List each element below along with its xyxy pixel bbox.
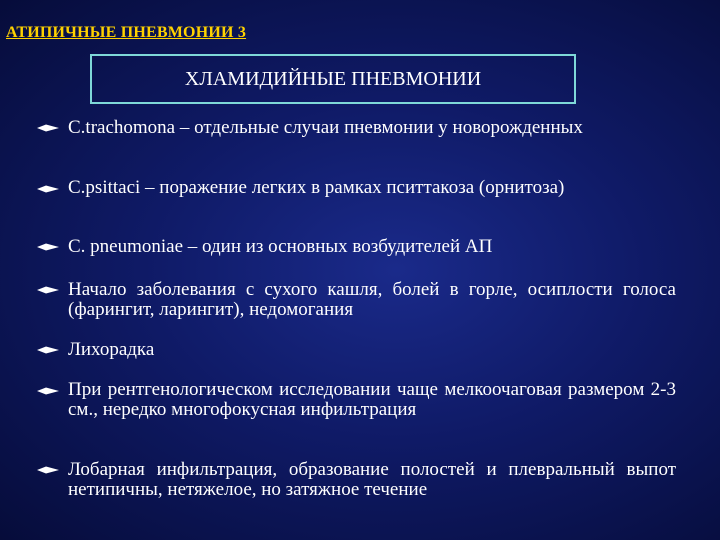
bullet-marker-icon [37,387,59,395]
bullet-text: Начало заболевания с сухого кашля, болей в горле, осиплости голоса (фарингит, ларингит), недомогания [68,279,676,320]
bullet-marker-icon [37,243,59,251]
bullet-marker-icon [37,466,59,474]
bullet-marker-icon [37,346,59,354]
bullet-text: C. pneumoniae – один из основных возбудителей АП [68,236,493,257]
title-box-text: ХЛАМИДИЙНЫЕ ПНЕВМОНИИ [184,67,482,90]
bullet-marker-icon [37,185,59,193]
bullet-text: Лобарная инфильтрация, образование полостей и плевральный выпот нетипичны, нетяжелое, но затяжное течение [68,459,676,500]
bullet-text: Лихорадка [68,339,155,360]
slide-header: АТИПИЧНЫЕ ПНЕВМОНИИ 3 [6,24,247,41]
bullet-text: При рентгенологическом исследовании чаще мелкоочаговая размером 2-3 см., нередко многофокусная инфильтрация [68,379,676,420]
bullet-marker-icon [37,286,59,294]
bullet-text: C.trachomona – отдельные случаи пневмонии у новорожденных [68,117,583,138]
bullet-text: C.psittaci – поражение легких в рамках пситтакоза (орнитоза) [68,177,565,198]
bullet-marker-icon [37,124,59,132]
